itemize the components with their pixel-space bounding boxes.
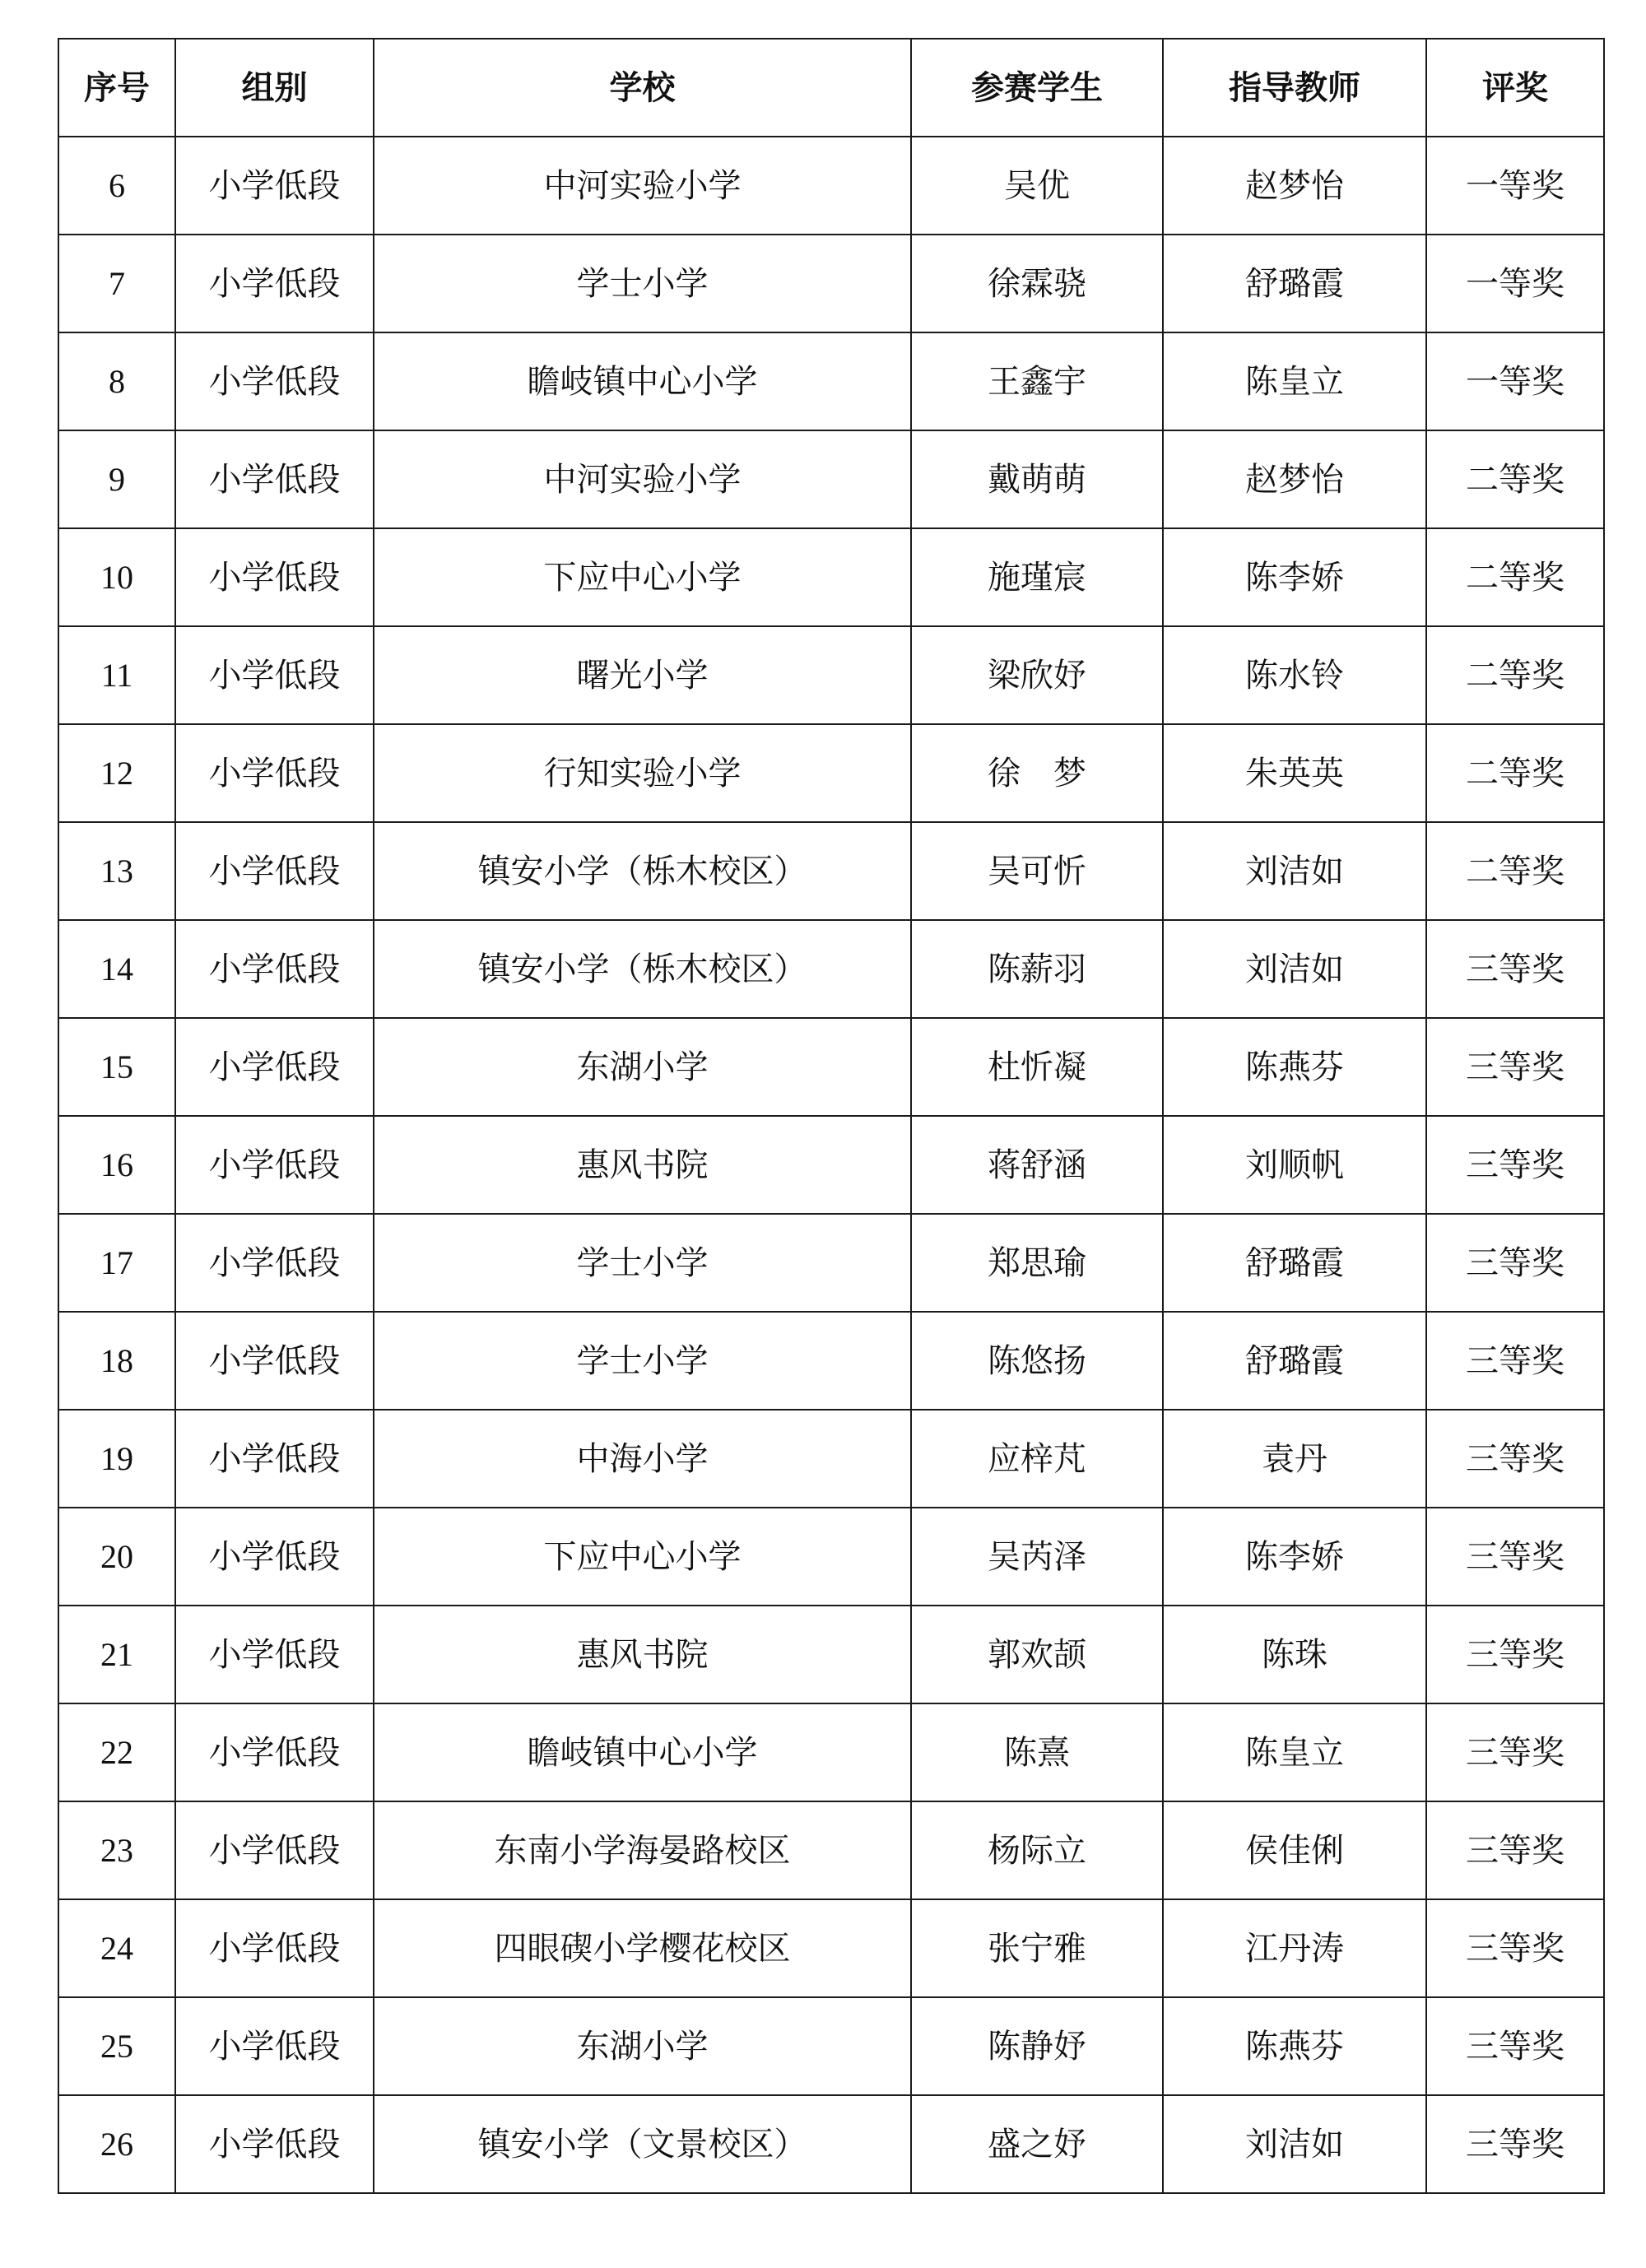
cell-teacher: 刘洁如 — [1163, 822, 1426, 920]
cell-award: 一等奖 — [1426, 137, 1604, 235]
cell-student: 王鑫宇 — [911, 332, 1163, 430]
cell-student: 应梓芃 — [911, 1410, 1163, 1508]
cell-number: 25 — [58, 1997, 175, 2095]
cell-award: 三等奖 — [1426, 1606, 1604, 1703]
cell-group: 小学低段 — [175, 1997, 374, 2095]
cell-award: 二等奖 — [1426, 528, 1604, 626]
header-number: 序号 — [58, 39, 175, 137]
cell-group: 小学低段 — [175, 1312, 374, 1410]
cell-teacher: 江丹涛 — [1163, 1899, 1426, 1997]
cell-student: 蒋舒涵 — [911, 1116, 1163, 1214]
table-row — [58, 332, 1604, 430]
cell-school: 行知实验小学 — [374, 724, 911, 822]
cell-student: 张宁雅 — [911, 1899, 1163, 1997]
cell-number: 14 — [58, 920, 175, 1018]
cell-group: 小学低段 — [175, 430, 374, 528]
cell-school: 镇安小学（栎木校区） — [374, 920, 911, 1018]
cell-award: 三等奖 — [1426, 1312, 1604, 1410]
cell-award: 三等奖 — [1426, 1018, 1604, 1116]
cell-group: 小学低段 — [175, 724, 374, 822]
cell-number: 18 — [58, 1312, 175, 1410]
cell-number: 15 — [58, 1018, 175, 1116]
header-teacher: 指导教师 — [1163, 39, 1426, 137]
cell-student: 吴芮泽 — [911, 1508, 1163, 1606]
table-row — [58, 430, 1604, 528]
cell-group: 小学低段 — [175, 1508, 374, 1606]
cell-school: 东湖小学 — [374, 1997, 911, 2095]
table-row — [58, 1997, 1604, 2095]
cell-award: 三等奖 — [1426, 1410, 1604, 1508]
cell-group: 小学低段 — [175, 137, 374, 235]
cell-group: 小学低段 — [175, 1801, 374, 1899]
table-row — [58, 626, 1604, 724]
cell-student: 陈静妤 — [911, 1997, 1163, 2095]
table-row — [58, 920, 1604, 1018]
cell-student: 徐霖骁 — [911, 235, 1163, 332]
cell-group: 小学低段 — [175, 920, 374, 1018]
cell-number: 9 — [58, 430, 175, 528]
cell-teacher: 陈皇立 — [1163, 332, 1426, 430]
table-row — [58, 822, 1604, 920]
cell-student: 戴萌萌 — [911, 430, 1163, 528]
award-results-table — [58, 38, 1605, 2194]
cell-group: 小学低段 — [175, 332, 374, 430]
cell-student: 杨际立 — [911, 1801, 1163, 1899]
table-header-row — [58, 39, 1604, 137]
cell-award: 三等奖 — [1426, 1997, 1604, 2095]
cell-school: 中海小学 — [374, 1410, 911, 1508]
cell-teacher: 刘洁如 — [1163, 920, 1426, 1018]
cell-student: 徐 梦 — [911, 724, 1163, 822]
cell-group: 小学低段 — [175, 1410, 374, 1508]
cell-number: 12 — [58, 724, 175, 822]
cell-award: 三等奖 — [1426, 1116, 1604, 1214]
cell-award: 一等奖 — [1426, 235, 1604, 332]
cell-award: 三等奖 — [1426, 1508, 1604, 1606]
cell-teacher: 陈李娇 — [1163, 1508, 1426, 1606]
header-student: 参赛学生 — [911, 39, 1163, 137]
cell-teacher: 刘洁如 — [1163, 2095, 1426, 2193]
cell-school: 四眼碶小学樱花校区 — [374, 1899, 911, 1997]
cell-number: 6 — [58, 137, 175, 235]
header-award: 评奖 — [1426, 39, 1604, 137]
cell-group: 小学低段 — [175, 1018, 374, 1116]
cell-student: 吴可忻 — [911, 822, 1163, 920]
cell-student: 施瑾宸 — [911, 528, 1163, 626]
cell-student: 陈薪羽 — [911, 920, 1163, 1018]
cell-school: 镇安小学（栎木校区） — [374, 822, 911, 920]
cell-award: 二等奖 — [1426, 626, 1604, 724]
cell-group: 小学低段 — [175, 1703, 374, 1801]
cell-teacher: 刘顺帆 — [1163, 1116, 1426, 1214]
cell-teacher: 舒璐霞 — [1163, 1312, 1426, 1410]
cell-award: 三等奖 — [1426, 920, 1604, 1018]
cell-teacher: 侯佳俐 — [1163, 1801, 1426, 1899]
cell-student: 盛之妤 — [911, 2095, 1163, 2193]
cell-group: 小学低段 — [175, 1899, 374, 1997]
cell-student: 陈悠扬 — [911, 1312, 1163, 1410]
cell-student: 吴优 — [911, 137, 1163, 235]
cell-school: 曙光小学 — [374, 626, 911, 724]
cell-teacher: 陈燕芬 — [1163, 1997, 1426, 2095]
cell-school: 东南小学海晏路校区 — [374, 1801, 911, 1899]
cell-teacher: 陈水铃 — [1163, 626, 1426, 724]
table-row — [58, 1508, 1604, 1606]
cell-school: 镇安小学（文景校区） — [374, 2095, 911, 2193]
cell-award: 三等奖 — [1426, 1801, 1604, 1899]
cell-teacher: 舒璐霞 — [1163, 235, 1426, 332]
cell-school: 惠风书院 — [374, 1116, 911, 1214]
header-school: 学校 — [374, 39, 911, 137]
cell-number: 21 — [58, 1606, 175, 1703]
cell-school: 下应中心小学 — [374, 1508, 911, 1606]
table-row — [58, 2095, 1604, 2193]
cell-school: 瞻岐镇中心小学 — [374, 332, 911, 430]
cell-number: 13 — [58, 822, 175, 920]
cell-school: 瞻岐镇中心小学 — [374, 1703, 911, 1801]
cell-teacher: 朱英英 — [1163, 724, 1426, 822]
table-row — [58, 1703, 1604, 1801]
cell-number: 24 — [58, 1899, 175, 1997]
cell-teacher: 陈皇立 — [1163, 1703, 1426, 1801]
cell-group: 小学低段 — [175, 626, 374, 724]
cell-number: 17 — [58, 1214, 175, 1312]
cell-school: 学士小学 — [374, 1312, 911, 1410]
cell-award: 二等奖 — [1426, 430, 1604, 528]
cell-school: 学士小学 — [374, 1214, 911, 1312]
cell-award: 三等奖 — [1426, 1899, 1604, 1997]
cell-student: 郑思瑜 — [911, 1214, 1163, 1312]
cell-number: 7 — [58, 235, 175, 332]
cell-school: 学士小学 — [374, 235, 911, 332]
cell-teacher: 陈李娇 — [1163, 528, 1426, 626]
cell-group: 小学低段 — [175, 2095, 374, 2193]
cell-group: 小学低段 — [175, 235, 374, 332]
cell-teacher: 袁丹 — [1163, 1410, 1426, 1508]
cell-number: 20 — [58, 1508, 175, 1606]
cell-number: 19 — [58, 1410, 175, 1508]
table-row — [58, 1410, 1604, 1508]
cell-award: 二等奖 — [1426, 724, 1604, 822]
cell-school: 中河实验小学 — [374, 430, 911, 528]
cell-number: 10 — [58, 528, 175, 626]
table-body — [58, 137, 1604, 2193]
table-row — [58, 1606, 1604, 1703]
cell-teacher: 舒璐霞 — [1163, 1214, 1426, 1312]
cell-number: 16 — [58, 1116, 175, 1214]
cell-award: 一等奖 — [1426, 332, 1604, 430]
table-row — [58, 724, 1604, 822]
table-row — [58, 1116, 1604, 1214]
table-row — [58, 1801, 1604, 1899]
cell-group: 小学低段 — [175, 1214, 374, 1312]
cell-number: 11 — [58, 626, 175, 724]
cell-student: 梁欣妤 — [911, 626, 1163, 724]
cell-student: 陈熹 — [911, 1703, 1163, 1801]
header-group: 组别 — [175, 39, 374, 137]
cell-number: 23 — [58, 1801, 175, 1899]
cell-student: 郭欢颉 — [911, 1606, 1163, 1703]
table-row — [58, 235, 1604, 332]
cell-number: 8 — [58, 332, 175, 430]
cell-group: 小学低段 — [175, 1116, 374, 1214]
cell-number: 26 — [58, 2095, 175, 2193]
cell-award: 三等奖 — [1426, 2095, 1604, 2193]
table-row — [58, 1899, 1604, 1997]
cell-teacher: 赵梦怡 — [1163, 137, 1426, 235]
cell-teacher: 陈珠 — [1163, 1606, 1426, 1703]
cell-group: 小学低段 — [175, 528, 374, 626]
cell-teacher: 陈燕芬 — [1163, 1018, 1426, 1116]
cell-award: 三等奖 — [1426, 1703, 1604, 1801]
cell-teacher: 赵梦怡 — [1163, 430, 1426, 528]
cell-award: 二等奖 — [1426, 822, 1604, 920]
cell-school: 中河实验小学 — [374, 137, 911, 235]
cell-group: 小学低段 — [175, 822, 374, 920]
cell-award: 三等奖 — [1426, 1214, 1604, 1312]
table-row — [58, 528, 1604, 626]
table-row — [58, 1214, 1604, 1312]
cell-student: 杜忻凝 — [911, 1018, 1163, 1116]
cell-number: 22 — [58, 1703, 175, 1801]
table-row — [58, 137, 1604, 235]
table-row — [58, 1018, 1604, 1116]
cell-school: 惠风书院 — [374, 1606, 911, 1703]
cell-school: 东湖小学 — [374, 1018, 911, 1116]
table-row — [58, 1312, 1604, 1410]
cell-school: 下应中心小学 — [374, 528, 911, 626]
cell-group: 小学低段 — [175, 1606, 374, 1703]
